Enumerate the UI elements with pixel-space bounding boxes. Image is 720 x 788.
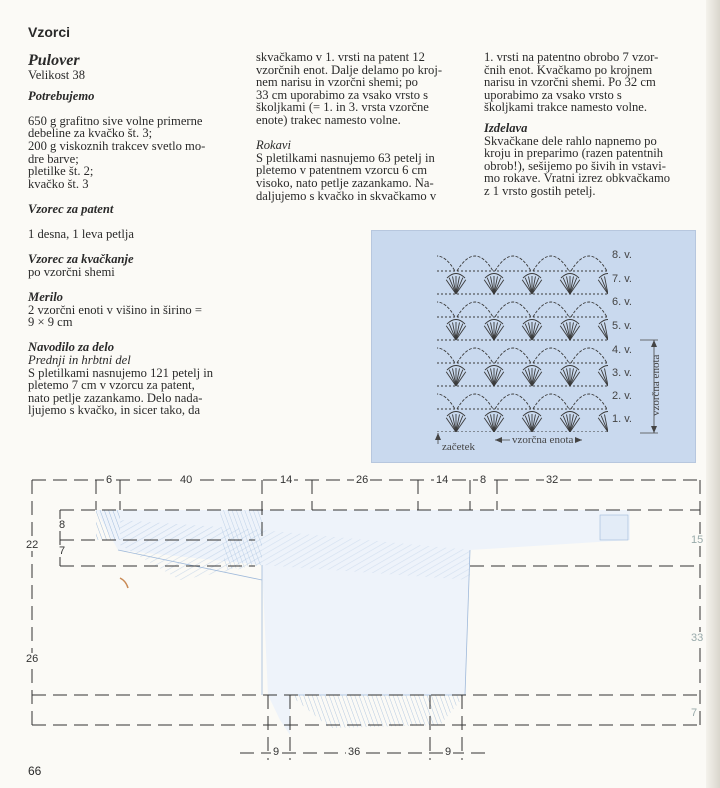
crochet-text: po vzorčni shemi <box>28 264 115 279</box>
body-line: uporabimo za vsako vrsto s <box>484 87 622 102</box>
sleeves-line: S pletilkami nasnujemo 63 petelj in <box>256 150 435 165</box>
finishing-line: obrob!), sešijemo po šivih in vstavi- <box>484 158 666 173</box>
materials-line: 650 g grafitno sive volne primerne <box>28 113 203 128</box>
body-line: školjkami (= 1. in 3. vrsta vzorčne <box>256 100 429 115</box>
chart-vertical-repeat-label: vzorčna enota <box>650 354 662 416</box>
row-label: 4. v. <box>612 344 632 356</box>
dim-label: 22 <box>26 539 39 551</box>
size-text: Velikost 38 <box>28 68 86 82</box>
dim-label: 40 <box>180 474 193 486</box>
dim-label: 9 <box>445 746 452 758</box>
dim-label: 33 <box>691 632 704 644</box>
materials-line: debeline za kvačko št. 3; <box>28 126 153 141</box>
gauge-line: 9 × 9 cm <box>28 315 73 330</box>
chart-start-label: začetek <box>442 441 475 453</box>
front-back-line: nato petlje zazankamo. Delo nada- <box>28 390 203 405</box>
crochet-heading: Vzorec za kvačkanje <box>28 252 134 267</box>
gauge-line: 2 vzorčni enoti v višino in širino = <box>28 302 202 317</box>
gauge-heading: Merilo <box>28 290 63 305</box>
column-2 <box>256 51 471 202</box>
sleeves-heading: Rokavi <box>256 138 291 153</box>
column-1 <box>28 52 243 417</box>
dim-label: 7 <box>691 707 698 719</box>
dim-label: 14 <box>436 474 449 486</box>
body-line: narisu in vzorčni shemi. Po 32 cm <box>484 75 656 90</box>
finishing-heading: Izdelava <box>484 120 528 135</box>
instructions-heading: Navodilo za delo <box>28 340 115 355</box>
body-line: čnih enot. Kvačkamo po krojnem <box>484 62 653 77</box>
dim-label: 6 <box>106 474 113 486</box>
finishing-line: kroju in preparimo (razen patentnih <box>484 146 664 161</box>
dim-label: 15 <box>691 534 704 546</box>
front-back-line: ljujemo s kvačko, in sicer tako, da <box>28 403 201 418</box>
body-line: školjkami trakce namesto volne. <box>484 100 647 115</box>
dim-label: 14 <box>280 474 293 486</box>
sweater-schematic <box>0 470 720 788</box>
finishing-line: z 1 vrsto gostih petelj. <box>484 183 596 198</box>
row-label: 2. v. <box>612 390 632 402</box>
rib-heading: Vzorec za patent <box>28 201 114 216</box>
row-label: 8. v. <box>612 249 632 261</box>
body-line: skvačkamo v 1. vrsti na patent 12 <box>256 50 425 64</box>
finishing-line: mo rokave. Vratni izrez obkvačkamo <box>484 171 671 186</box>
row-label: 7. v. <box>612 273 632 285</box>
row-label: 1. v. <box>612 413 632 425</box>
front-back-heading: Prednji in hrbtni del <box>28 353 131 368</box>
materials-line: dre barve; <box>28 151 79 166</box>
front-back-line: pletemo 7 cm v vzorcu za patent, <box>28 378 195 393</box>
sleeves-line: pletemo v patentnem vzorcu 6 cm <box>256 163 428 178</box>
page-number: 66 <box>28 764 42 778</box>
row-label: 6. v. <box>612 296 632 308</box>
rib-text: 1 desna, 1 leva petlja <box>28 227 134 242</box>
section-title: Vzorci <box>28 24 71 40</box>
front-back-line: S pletilkami nasnujemo 121 petelj in <box>28 365 214 380</box>
row-label: 3. v. <box>612 367 632 379</box>
materials-line: 200 g viskoznih trakcev svetlo mo- <box>28 138 206 153</box>
column-3 <box>484 51 699 198</box>
dim-label: 8 <box>59 519 66 531</box>
sleeves-line: daljujemo s kvačko in skvačkamo v <box>256 188 437 203</box>
body-line: enote) trakec namesto volne. <box>256 112 401 127</box>
dim-label: 26 <box>26 653 39 665</box>
dim-label: 8 <box>480 474 487 486</box>
materials-line: kvačko št. 3 <box>28 176 89 191</box>
materials-heading: Potrebujemo <box>28 88 95 103</box>
materials-line: pletilke št. 2; <box>28 164 94 179</box>
project-title: Pulover <box>28 52 80 69</box>
chart-repeat-label: vzorčna enota <box>512 434 574 446</box>
dim-label: 36 <box>348 746 361 758</box>
dim-label: 7 <box>59 545 66 557</box>
dim-label: 32 <box>546 474 559 486</box>
body-line: nem narisu in vzorčni shemi; po <box>256 75 418 90</box>
sleeves-line: visoko, nato petlje zazankamo. Na- <box>256 175 434 190</box>
body-line: 1. vrsti na patentno obrobo 7 vzor- <box>484 50 659 64</box>
dim-label: 9 <box>273 746 280 758</box>
finishing-line: Skvačkane dele rahlo napnemo po <box>484 133 657 148</box>
row-label: 5. v. <box>612 320 632 332</box>
dim-label: 26 <box>356 474 369 486</box>
body-line: 33 cm uporabimo za vsako vrsto s <box>256 87 429 102</box>
body-line: vzorčnih enot. Dalje delamo po kroj- <box>256 62 443 77</box>
